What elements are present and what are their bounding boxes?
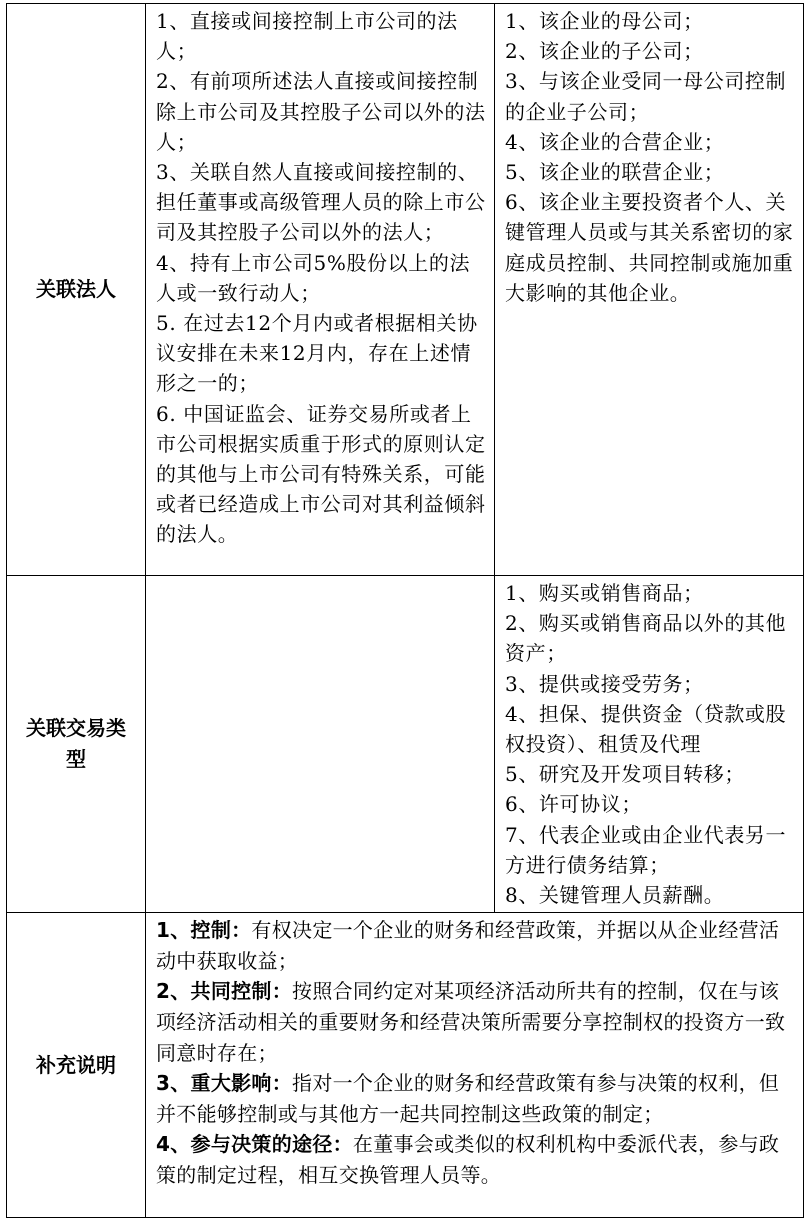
note-item <box>156 915 795 976</box>
list-item: 2、有前项所述法人直接或间接控制除上市公司及其控股子公司以外的法人； <box>156 69 486 154</box>
row-supplementary-notes <box>7 913 804 1218</box>
list-item: 4、担保、提供资金（贷款或股权投资）、租赁及代理 <box>505 701 787 757</box>
note-text: 有权决定一个企业的财务和经营政策，并据以从企业经营活动中获取收益； <box>156 918 780 973</box>
note-item <box>156 1129 795 1190</box>
note-term: 4、参与决策的途径： <box>156 1132 353 1157</box>
empty-cell <box>146 576 495 913</box>
note-item <box>156 976 795 1068</box>
list-item: 3、与该企业受同一母公司控制的企业子公司； <box>505 69 787 124</box>
list-item: 5、该企业的联营企业； <box>505 160 725 185</box>
note-text: 按照合同约定对某项经济活动所共有的控制，仅在与该项经济活动相关的重要财务和经营决策所需要分享控制权的投资方一致同意时存在； <box>156 979 786 1065</box>
list-item: 5、研究及开发项目转移； <box>505 762 745 787</box>
note-term: 1、控制： <box>156 918 252 943</box>
row-header-supplementary-notes: 补充说明 <box>7 913 146 1218</box>
related-party-table <box>6 3 804 1218</box>
note-text: 指对一个企业的财务和经营政策有参与决策的权利，但并不能够控制或与其他方一起共同控制这些政策的制定； <box>156 1071 780 1126</box>
note-term: 2、共同控制： <box>156 979 293 1004</box>
list-item: 4、该企业的合营企业； <box>505 129 725 154</box>
supplementary-notes <box>146 913 804 1218</box>
list-item: 6、许可协议； <box>505 792 642 817</box>
list-item: 2、该企业的子公司； <box>505 39 704 64</box>
list-item: 2、购买或销售商品以外的其他资产； <box>505 611 787 666</box>
note-item <box>156 1068 795 1129</box>
list-item: 1、直接或间接控制上市公司的法人； <box>156 9 458 64</box>
list-item: 3、关联自然人直接或间接控制的、担任董事或高级管理人员的除上市公司及其控股子公司以外的法人； <box>156 160 486 245</box>
list-item: 3、提供或接受劳务； <box>505 671 704 696</box>
note-term: 3、重大影响： <box>156 1071 293 1096</box>
row-header-related-legal-person: 关联法人 <box>7 4 146 576</box>
row-transaction-types <box>7 576 804 913</box>
list-item: 5. 在过去12个月内或者根据相关协议安排在未来12月内，存在上述情形之一的； <box>156 311 478 396</box>
list-item: 4、持有上市公司5%股份以上的法人或一致行动人； <box>156 250 471 305</box>
list-item: 7、代表企业或由企业代表另一方进行债务结算； <box>505 822 787 877</box>
enterprise-criteria <box>495 4 804 576</box>
row-header-transaction-types: 关联交易类型 <box>7 576 146 913</box>
list-item: 6. 中国证监会、证券交易所或者上市公司根据实质重于形式的原则认定的其他与上市公司有特殊关系，可能或者已经造成上市公司对其利益倾斜的法人。 <box>156 401 486 547</box>
list-item: 6、该企业主要投资者个人、关键管理人员或与其关系密切的家庭成员控制、共同控制或施加重大影响的其他企业。 <box>505 190 794 305</box>
row-related-legal-person <box>7 4 804 576</box>
transaction-type-list <box>495 576 804 913</box>
list-item: 1、该企业的母公司； <box>505 9 704 33</box>
listed-company-criteria <box>146 4 495 576</box>
list-item: 1、购买或销售商品； <box>505 581 704 605</box>
list-item: 8、关键管理人员薪酬。 <box>505 883 725 908</box>
note-text: 在董事会或类似的权利机构中委派代表，参与政策的制定过程，相互交换管理人员等。 <box>156 1132 780 1187</box>
